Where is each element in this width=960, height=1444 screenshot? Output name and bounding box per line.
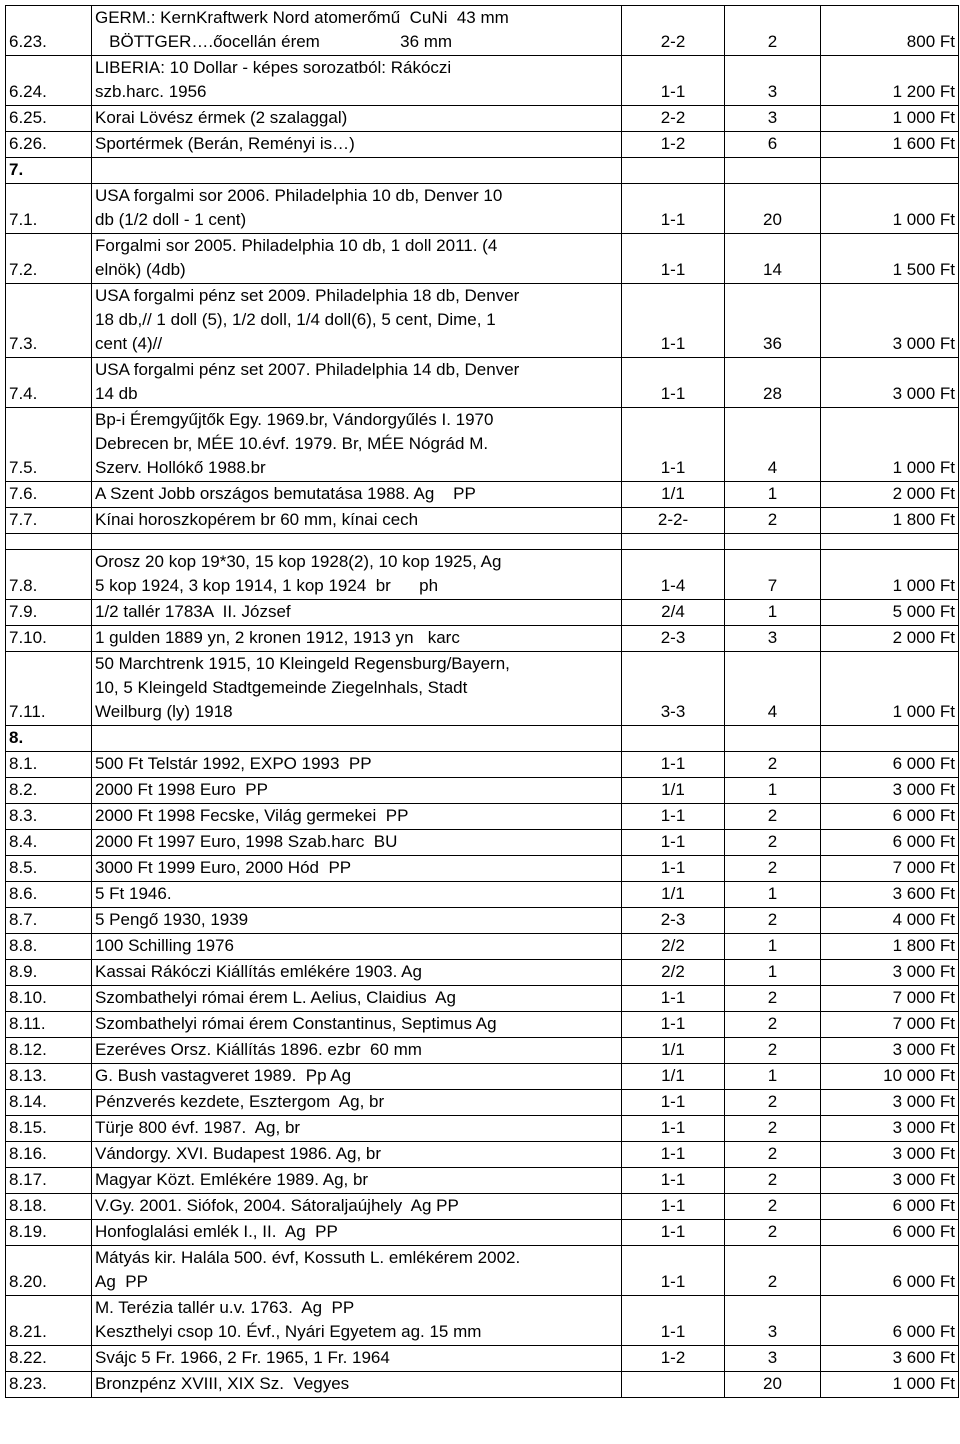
lot-description: Türje 800 évf. 1987. Ag, br xyxy=(92,1116,622,1142)
lot-quantity: 2 xyxy=(725,752,821,778)
lot-number: 8.19. xyxy=(6,1220,92,1246)
lot-grade: 2/4 xyxy=(622,600,725,626)
lot-quantity: 2 xyxy=(725,908,821,934)
lot-number: 8.18. xyxy=(6,1194,92,1220)
lot-price: 6 000 Ft xyxy=(821,1246,959,1296)
lot-row xyxy=(6,234,959,284)
lot-row xyxy=(6,408,959,482)
lot-grade: 2-3 xyxy=(622,908,725,934)
lot-description: A Szent Jobb országos bemutatása 1988. Ag PP xyxy=(92,482,622,508)
lot-price: 2 000 Ft xyxy=(821,482,959,508)
lot-quantity: 1 xyxy=(725,934,821,960)
lot-quantity: 1 xyxy=(725,600,821,626)
lot-row xyxy=(6,960,959,986)
lot-row xyxy=(6,1064,959,1090)
lot-row xyxy=(6,56,959,106)
lot-number: 7.3. xyxy=(6,284,92,358)
lot-price: 3 000 Ft xyxy=(821,1038,959,1064)
lot-quantity xyxy=(725,726,821,752)
lot-description: 1 gulden 1889 yn, 2 kronen 1912, 1913 yn karc xyxy=(92,626,622,652)
lot-quantity: 2 xyxy=(725,804,821,830)
lot-row xyxy=(6,482,959,508)
lot-description: GERM.: KernKraftwerk Nord atomerőmű CuNi 43 mm BÖTTGER….őocellán érem 36 mm xyxy=(92,6,622,56)
lot-grade: 1/1 xyxy=(622,1038,725,1064)
lot-description: 2000 Ft 1998 Euro PP xyxy=(92,778,622,804)
lot-row xyxy=(6,1168,959,1194)
lot-row xyxy=(6,986,959,1012)
lot-price: 3 000 Ft xyxy=(821,778,959,804)
lot-number: 7.7. xyxy=(6,508,92,534)
lot-quantity: 2 xyxy=(725,1012,821,1038)
lot-quantity: 6 xyxy=(725,132,821,158)
lot-description: Vándorgy. XVI. Budapest 1986. Ag, br xyxy=(92,1142,622,1168)
lot-number: 8.14. xyxy=(6,1090,92,1116)
lot-row xyxy=(6,778,959,804)
lot-description: Korai Lövész érmek (2 szalaggal) xyxy=(92,106,622,132)
lot-number: 8.12. xyxy=(6,1038,92,1064)
lot-quantity: 3 xyxy=(725,626,821,652)
lot-number: 8.20. xyxy=(6,1246,92,1296)
lot-number: 7.6. xyxy=(6,482,92,508)
lot-description: 5 Pengő 1930, 1939 xyxy=(92,908,622,934)
lot-row xyxy=(6,1038,959,1064)
lot-description: Bp-i Éremgyűjtők Egy. 1969.br, Vándorgyűlés I. 1970 Debrecen br, MÉE 10.évf. 1979. Br, MÉE Nógrád M. Szerv. Hollókő 1988.br xyxy=(92,408,622,482)
lot-grade: 1/1 xyxy=(622,778,725,804)
lot-description: 500 Ft Telstár 1992, EXPO 1993 PP xyxy=(92,752,622,778)
lot-quantity: 1 xyxy=(725,960,821,986)
lot-number: 8.10. xyxy=(6,986,92,1012)
lot-grade: 1-1 xyxy=(622,1168,725,1194)
lot-description: Kínai horoszkopérem br 60 mm, kínai cech xyxy=(92,508,622,534)
lot-number: 6.23. xyxy=(6,6,92,56)
lot-description: Ezeréves Orsz. Kiállítás 1896. ezbr 60 mm xyxy=(92,1038,622,1064)
lot-quantity: 4 xyxy=(725,408,821,482)
lot-description: 50 Marchtrenk 1915, 10 Kleingeld Regensburg/Bayern, 10, 5 Kleingeld Stadtgemeinde Ziegelnhals, Stadt Weilburg (ly) 1918 xyxy=(92,652,622,726)
lot-quantity: 2 xyxy=(725,1116,821,1142)
lot-row xyxy=(6,908,959,934)
lot-price: 7 000 Ft xyxy=(821,1012,959,1038)
lot-row xyxy=(6,882,959,908)
lot-row xyxy=(6,934,959,960)
lot-grade: 1-1 xyxy=(622,856,725,882)
lot-price: 6 000 Ft xyxy=(821,804,959,830)
lot-number: 7.11. xyxy=(6,652,92,726)
lot-quantity: 2 xyxy=(725,1168,821,1194)
lot-description: 100 Schilling 1976 xyxy=(92,934,622,960)
lot-row xyxy=(6,804,959,830)
lot-description: V.Gy. 2001. Siófok, 2004. Sátoraljaújhely Ag PP xyxy=(92,1194,622,1220)
lot-grade: 1/1 xyxy=(622,1064,725,1090)
lot-price: 3 000 Ft xyxy=(821,1116,959,1142)
lot-number: 8.21. xyxy=(6,1296,92,1346)
lot-price: 7 000 Ft xyxy=(821,856,959,882)
lot-quantity: 1 xyxy=(725,482,821,508)
lot-number: 8.22. xyxy=(6,1346,92,1372)
lot-number: 8.11. xyxy=(6,1012,92,1038)
lot-description: 5 Ft 1946. xyxy=(92,882,622,908)
lot-price: 2 000 Ft xyxy=(821,626,959,652)
lot-quantity: 2 xyxy=(725,1194,821,1220)
lot-grade xyxy=(622,158,725,184)
lot-number: 8.7. xyxy=(6,908,92,934)
lot-quantity xyxy=(725,158,821,184)
lot-row xyxy=(6,600,959,626)
lot-row xyxy=(6,1246,959,1296)
lot-price: 3 000 Ft xyxy=(821,284,959,358)
lot-grade: 1-1 xyxy=(622,1012,725,1038)
lot-number: 7. xyxy=(6,158,92,184)
lot-grade: 1-1 xyxy=(622,234,725,284)
lot-number: 6.25. xyxy=(6,106,92,132)
lot-grade: 1-1 xyxy=(622,1116,725,1142)
lot-price xyxy=(821,534,959,550)
lot-row xyxy=(6,1116,959,1142)
lot-grade: 1-1 xyxy=(622,986,725,1012)
lot-number: 8.8. xyxy=(6,934,92,960)
lot-price: 6 000 Ft xyxy=(821,752,959,778)
lot-description: 2000 Ft 1998 Fecske, Világ germekei PP xyxy=(92,804,622,830)
lot-grade: 2/2 xyxy=(622,934,725,960)
lot-price: 3 000 Ft xyxy=(821,960,959,986)
lot-grade: 1-1 xyxy=(622,358,725,408)
lot-row xyxy=(6,1220,959,1246)
lot-number xyxy=(6,534,92,550)
lot-number: 8.9. xyxy=(6,960,92,986)
lot-price: 6 000 Ft xyxy=(821,830,959,856)
lot-quantity: 2 xyxy=(725,508,821,534)
lot-grade: 1-1 xyxy=(622,1220,725,1246)
lot-number: 8.5. xyxy=(6,856,92,882)
lot-description: Orosz 20 kop 19*30, 15 kop 1928(2), 10 kop 1925, Ag 5 kop 1924, 3 kop 1914, 1 kop 1924 br ph xyxy=(92,550,622,600)
lot-quantity: 2 xyxy=(725,1142,821,1168)
lot-row xyxy=(6,752,959,778)
lot-quantity: 7 xyxy=(725,550,821,600)
lot-price: 6 000 Ft xyxy=(821,1194,959,1220)
lot-row xyxy=(6,358,959,408)
lot-grade: 1/1 xyxy=(622,882,725,908)
lot-quantity: 3 xyxy=(725,56,821,106)
section-header-row xyxy=(6,726,959,752)
lot-description: 1/2 tallér 1783A II. József xyxy=(92,600,622,626)
lot-quantity: 2 xyxy=(725,6,821,56)
lot-description xyxy=(92,534,622,550)
lot-price: 3 000 Ft xyxy=(821,1142,959,1168)
lot-number: 8. xyxy=(6,726,92,752)
lot-price: 1 800 Ft xyxy=(821,508,959,534)
lot-description: Kassai Rákóczi Kiállítás emlékére 1903. Ag xyxy=(92,960,622,986)
lot-price: 1 000 Ft xyxy=(821,550,959,600)
lot-description: 3000 Ft 1999 Euro, 2000 Hód PP xyxy=(92,856,622,882)
lot-row xyxy=(6,1090,959,1116)
lot-grade: 2/2 xyxy=(622,960,725,986)
lot-price: 1 000 Ft xyxy=(821,1372,959,1398)
lot-number: 7.2. xyxy=(6,234,92,284)
spacer-row xyxy=(6,534,959,550)
lot-row xyxy=(6,508,959,534)
lot-table-body xyxy=(6,6,959,1398)
lot-price: 1 200 Ft xyxy=(821,56,959,106)
lot-number: 8.4. xyxy=(6,830,92,856)
lot-description: Forgalmi sor 2005. Philadelphia 10 db, 1 doll 2011. (4 elnök) (4db) xyxy=(92,234,622,284)
lot-quantity: 2 xyxy=(725,986,821,1012)
lot-grade xyxy=(622,534,725,550)
lot-quantity: 2 xyxy=(725,830,821,856)
lot-quantity: 3 xyxy=(725,1296,821,1346)
lot-price: 1 000 Ft xyxy=(821,184,959,234)
lot-grade: 3-3 xyxy=(622,652,725,726)
lot-description: Sportérmek (Berán, Reményi is…) xyxy=(92,132,622,158)
lot-row xyxy=(6,1142,959,1168)
lot-quantity: 1 xyxy=(725,882,821,908)
lot-price: 7 000 Ft xyxy=(821,986,959,1012)
lot-price: 1 600 Ft xyxy=(821,132,959,158)
lot-grade: 1-1 xyxy=(622,1142,725,1168)
lot-grade: 1-1 xyxy=(622,1296,725,1346)
lot-price: 3 600 Ft xyxy=(821,1346,959,1372)
lot-description: LIBERIA: 10 Dollar - képes sorozatból: Rákóczi szb.harc. 1956 xyxy=(92,56,622,106)
lot-grade: 1-1 xyxy=(622,1246,725,1296)
lot-grade: 2-2 xyxy=(622,6,725,56)
lot-grade: 1/1 xyxy=(622,482,725,508)
lot-grade: 2-3 xyxy=(622,626,725,652)
lot-row xyxy=(6,1194,959,1220)
lot-grade: 1-2 xyxy=(622,132,725,158)
lot-price: 3 000 Ft xyxy=(821,1090,959,1116)
lot-description: USA forgalmi pénz set 2009. Philadelphia 18 db, Denver 18 db,// 1 doll (5), 1/2 doll, 1/4 doll(6), 5 cent, Dime, 1 cent (4)// xyxy=(92,284,622,358)
lot-row xyxy=(6,106,959,132)
lot-row xyxy=(6,1296,959,1346)
lot-row xyxy=(6,6,959,56)
lot-row xyxy=(6,1372,959,1398)
lot-number: 8.1. xyxy=(6,752,92,778)
lot-price: 4 000 Ft xyxy=(821,908,959,934)
lot-row xyxy=(6,550,959,600)
lot-description: Honfoglalási emlék I., II. Ag PP xyxy=(92,1220,622,1246)
lot-grade: 2-2 xyxy=(622,106,725,132)
lot-row xyxy=(6,652,959,726)
lot-price: 3 600 Ft xyxy=(821,882,959,908)
lot-price: 6 000 Ft xyxy=(821,1296,959,1346)
lot-number: 8.16. xyxy=(6,1142,92,1168)
lot-quantity: 1 xyxy=(725,1064,821,1090)
lot-price xyxy=(821,726,959,752)
lot-row xyxy=(6,830,959,856)
lot-description: Svájc 5 Fr. 1966, 2 Fr. 1965, 1 Fr. 1964 xyxy=(92,1346,622,1372)
lot-number: 8.15. xyxy=(6,1116,92,1142)
lot-row xyxy=(6,856,959,882)
lot-description: 2000 Ft 1997 Euro, 1998 Szab.harc BU xyxy=(92,830,622,856)
lot-number: 6.24. xyxy=(6,56,92,106)
lot-price: 800 Ft xyxy=(821,6,959,56)
lot-price: 1 000 Ft xyxy=(821,408,959,482)
lot-grade: 1-4 xyxy=(622,550,725,600)
lot-number: 7.5. xyxy=(6,408,92,482)
lot-number: 8.13. xyxy=(6,1064,92,1090)
lot-quantity: 28 xyxy=(725,358,821,408)
lot-price: 10 000 Ft xyxy=(821,1064,959,1090)
lot-description: Magyar Közt. Emlékére 1989. Ag, br xyxy=(92,1168,622,1194)
lot-price: 1 500 Ft xyxy=(821,234,959,284)
lot-row xyxy=(6,132,959,158)
lot-number: 8.2. xyxy=(6,778,92,804)
lot-grade: 1-2 xyxy=(622,1346,725,1372)
lot-row xyxy=(6,1346,959,1372)
lot-description: USA forgalmi sor 2006. Philadelphia 10 db, Denver 10 db (1/2 doll - 1 cent) xyxy=(92,184,622,234)
lot-grade: 1-1 xyxy=(622,804,725,830)
lot-row xyxy=(6,1012,959,1038)
lot-quantity: 2 xyxy=(725,1090,821,1116)
lot-price: 3 000 Ft xyxy=(821,358,959,408)
lot-grade: 1-1 xyxy=(622,830,725,856)
lot-description: Pénzverés kezdete, Esztergom Ag, br xyxy=(92,1090,622,1116)
lot-quantity: 1 xyxy=(725,778,821,804)
lot-quantity: 4 xyxy=(725,652,821,726)
lot-price: 1 800 Ft xyxy=(821,934,959,960)
lot-description: M. Terézia tallér u.v. 1763. Ag PP Keszthelyi csop 10. Évf., Nyári Egyetem ag. 15 mm xyxy=(92,1296,622,1346)
lot-quantity: 2 xyxy=(725,1220,821,1246)
lot-row xyxy=(6,626,959,652)
lot-grade: 1-1 xyxy=(622,1090,725,1116)
lot-quantity: 3 xyxy=(725,106,821,132)
lot-number: 7.8. xyxy=(6,550,92,600)
lot-price: 5 000 Ft xyxy=(821,600,959,626)
lot-quantity: 2 xyxy=(725,1246,821,1296)
lot-number: 7.10. xyxy=(6,626,92,652)
lot-price: 1 000 Ft xyxy=(821,652,959,726)
lot-grade: 2-2- xyxy=(622,508,725,534)
section-header-row xyxy=(6,158,959,184)
lot-description: Bronzpénz XVIII, XIX Sz. Vegyes xyxy=(92,1372,622,1398)
lot-description: G. Bush vastagveret 1989. Pp Ag xyxy=(92,1064,622,1090)
lot-grade xyxy=(622,726,725,752)
lot-grade: 1-1 xyxy=(622,408,725,482)
lot-quantity: 2 xyxy=(725,856,821,882)
lot-row xyxy=(6,284,959,358)
lot-number: 8.6. xyxy=(6,882,92,908)
lot-number: 8.3. xyxy=(6,804,92,830)
lot-description xyxy=(92,726,622,752)
lot-number: 6.26. xyxy=(6,132,92,158)
lot-quantity xyxy=(725,534,821,550)
lot-grade: 1-1 xyxy=(622,1194,725,1220)
lot-quantity: 20 xyxy=(725,1372,821,1398)
lot-price: 3 000 Ft xyxy=(821,1168,959,1194)
lot-quantity: 14 xyxy=(725,234,821,284)
lot-description: Mátyás kir. Halála 500. évf, Kossuth L. emlékérem 2002. Ag PP xyxy=(92,1246,622,1296)
lot-quantity: 36 xyxy=(725,284,821,358)
lot-description: Szombathelyi római érem Constantinus, Septimus Ag xyxy=(92,1012,622,1038)
lot-number: 8.23. xyxy=(6,1372,92,1398)
lot-number: 8.17. xyxy=(6,1168,92,1194)
lot-quantity: 20 xyxy=(725,184,821,234)
lot-row xyxy=(6,184,959,234)
lot-price: 1 000 Ft xyxy=(821,106,959,132)
auction-lot-table xyxy=(5,5,959,1398)
lot-grade xyxy=(622,1372,725,1398)
lot-grade: 1-1 xyxy=(622,56,725,106)
lot-price: 6 000 Ft xyxy=(821,1220,959,1246)
lot-price xyxy=(821,158,959,184)
lot-grade: 1-1 xyxy=(622,752,725,778)
lot-number: 7.9. xyxy=(6,600,92,626)
lot-description: Szombathelyi római érem L. Aelius, Claidius Ag xyxy=(92,986,622,1012)
lot-grade: 1-1 xyxy=(622,184,725,234)
lot-number: 7.4. xyxy=(6,358,92,408)
lot-description: USA forgalmi pénz set 2007. Philadelphia 14 db, Denver 14 db xyxy=(92,358,622,408)
lot-grade: 1-1 xyxy=(622,284,725,358)
lot-quantity: 2 xyxy=(725,1038,821,1064)
lot-number: 7.1. xyxy=(6,184,92,234)
lot-description xyxy=(92,158,622,184)
lot-quantity: 3 xyxy=(725,1346,821,1372)
